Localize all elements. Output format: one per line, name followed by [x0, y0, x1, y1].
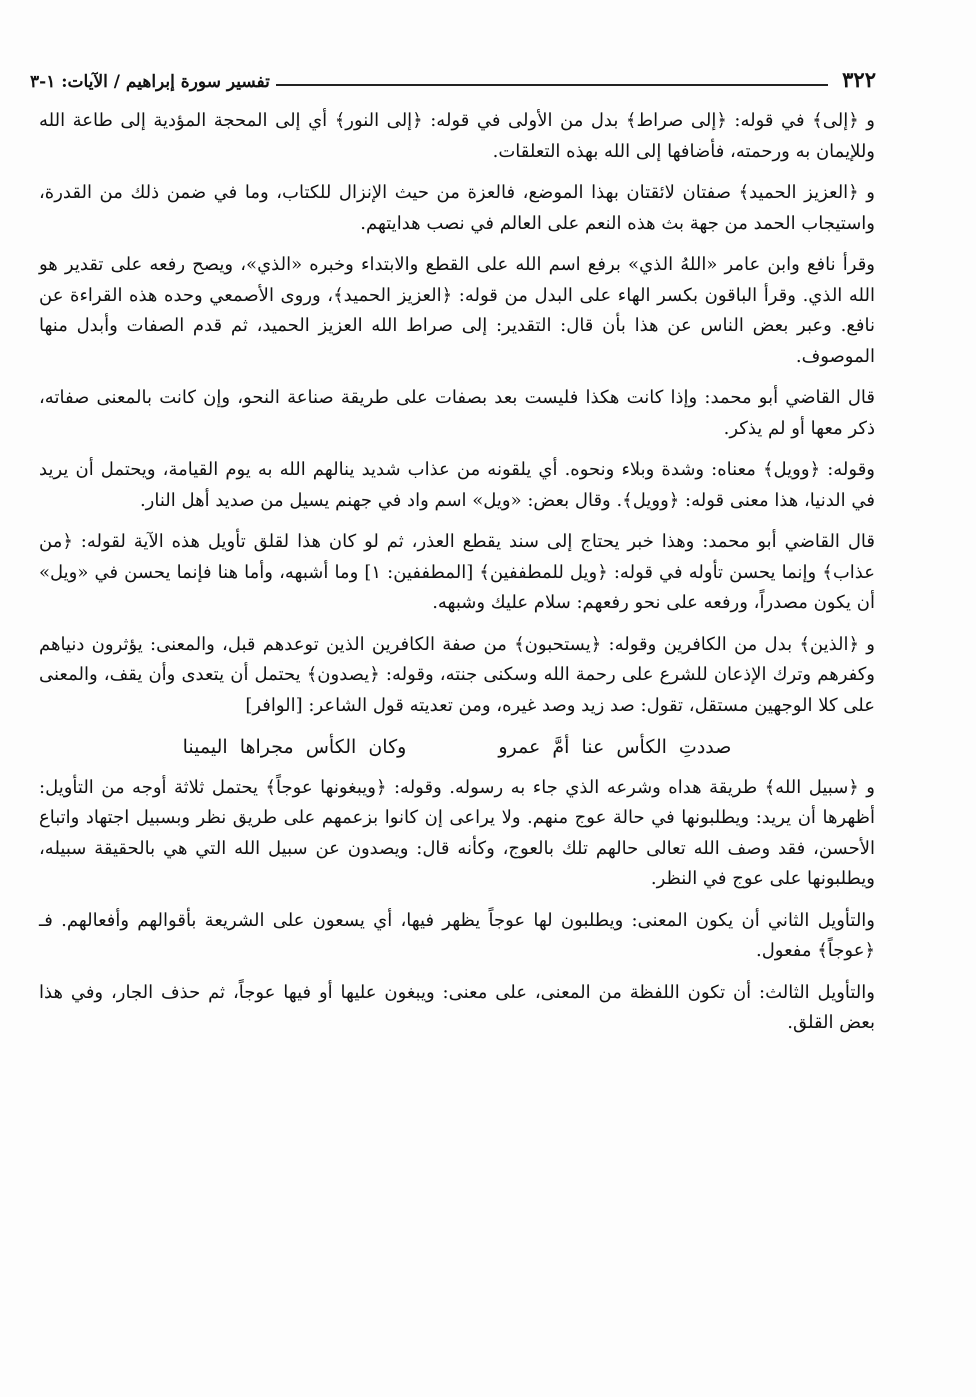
poetry-verse [39, 732, 875, 763]
paragraph: و ﴿سبيل الله﴾ طريقة هداه وشرعه الذي جاء به رسوله. وقوله: ﴿ويبغونها عوجاً﴾ يحتمل ثلاثة أوجه من التأويل: أظهرها أن يريد: ويطلبونها في حالة عوج منهم. ولا يراعى إن كانوا بزعمهم على طريق نظر وبسبيل اجتهاد واتباع الأحسن، فقد وصف الله تعالى حالهم تلك بالعوج، وكأنه قال: ويصدون عن سبيل الله التي هي بالحقيقة سبيله، ويطلبونها على عوج في النظر. [39, 776, 875, 889]
paragraph: قال القاضي أبو محمد: وهذا خبر يحتاج إلى سند يقطع العذر، ثم لو كان هذا لقلق تأويل هذه الآية لقوله: ﴿من عذاب﴾ وإنما يحسن تأوله في قوله: ﴿ويل للمطففين﴾ [المطففين: ١] وما أشبهه، وأما هنا فإنما يحسن في «ويل» أن يكون مصدراً، ورفعه على نحو رفعهم: سلام عليك وشبهه. [39, 531, 875, 613]
paragraph: وقرأ نافع وابن عامر «اللهُ الذي» برفع اسم الله على القطع والابتداء وخبره «الذي»، ويصح رفعه على تقدير هو الله الذي. وقرأ الباقون بكسر الهاء على البدل من قوله: ﴿العزيز الحميد﴾، وروى الأصمعي وحده هذه القراءة عن نافع. وعبر بعض الناس عن هذا بأن قال: التقدير: إلى صراط الله العزيز الحميد، ثم قدم الصفات وأبدل منها الموصوف. [39, 254, 875, 367]
paragraph: والتأويل الثاني أن يكون المعنى: ويطلبون لها عوجاً يظهر فيها، أي يسعون على الشريعة بأقوالهم وأفعالهم. فـ ﴿عوجاً﴾ مفعول. [39, 909, 875, 961]
header-rule [276, 84, 828, 86]
text-body [39, 106, 875, 1050]
paragraph: و ﴿العزيز الحميد﴾ صفتان لائقتان بهذا الموضع، فالعزة من حيث الإنزال للكتاب، وما في ضمن ذلك من القدرة، واستيجاب الحمد من جهة بث هذه النعم على العالم في نصب هدايتهم. [39, 182, 875, 234]
running-header [30, 66, 876, 92]
verse-first-hemistich: صددتِ الكأس عنا أمَّ عمرو [498, 736, 732, 758]
page-number: ٣٢٢ [842, 67, 876, 92]
paragraph: وقوله: ﴿وويل﴾ معناه: وشدة وبلاء ونحوه. أي يلقونه من عذاب شديد ينالهم الله به يوم القيامة، ويحتمل أن يريد في الدنيا، هذا معنى قوله: ﴿وويل﴾. وقال بعض: «ويل» اسم واد في جهنم يسيل من صديد أهل النار. [39, 459, 875, 511]
paragraph: قال القاضي أبو محمد: وإذا كانت هكذا فليست بعد بصفات على طريقة صناعة النحو، وإن كانت بالمعنى صفاته، ذكر معها أو لم يذكر. [39, 387, 875, 439]
paragraph: والتأويل الثالث: أن تكون اللفظة من المعنى، على معنى: ويبغون عليها أو فيها عوجاً، ثم حذف الجار، وفي هذا بعض القلق. [39, 981, 875, 1033]
running-title: تفسير سورة إبراهيم / الآيات: ١-٣ [30, 72, 270, 92]
verse-second-hemistich: وكان الكأس مجراها اليمينا [182, 736, 407, 758]
paragraph: و ﴿الذين﴾ بدل من الكافرين وقوله: ﴿يستحبون﴾ من صفة الكافرين الذين توعدهم قبل، والمعنى: يؤثرون دنياهم وكفرهم وترك الإذعان للشرع على رحمة الله وسكنى جنته، وقوله: ﴿يصدون﴾ يحتمل أن يتعدى وأن يقف، والمعنى على كلا الوجهين مستقل، تقول: صد زيد وصد غيره، ومن تعديته قول الشاعر: [الوافر] [39, 633, 875, 716]
paragraph: و ﴿إلى﴾ في قوله: ﴿إلى صراط﴾ بدل من الأولى في قوله: ﴿إلى النور﴾ أي إلى المحجة المؤدية إلى طاعة الله وللإيمان به ورحمته، فأضافها إلى الله بهذه التعلقات. [39, 110, 875, 162]
